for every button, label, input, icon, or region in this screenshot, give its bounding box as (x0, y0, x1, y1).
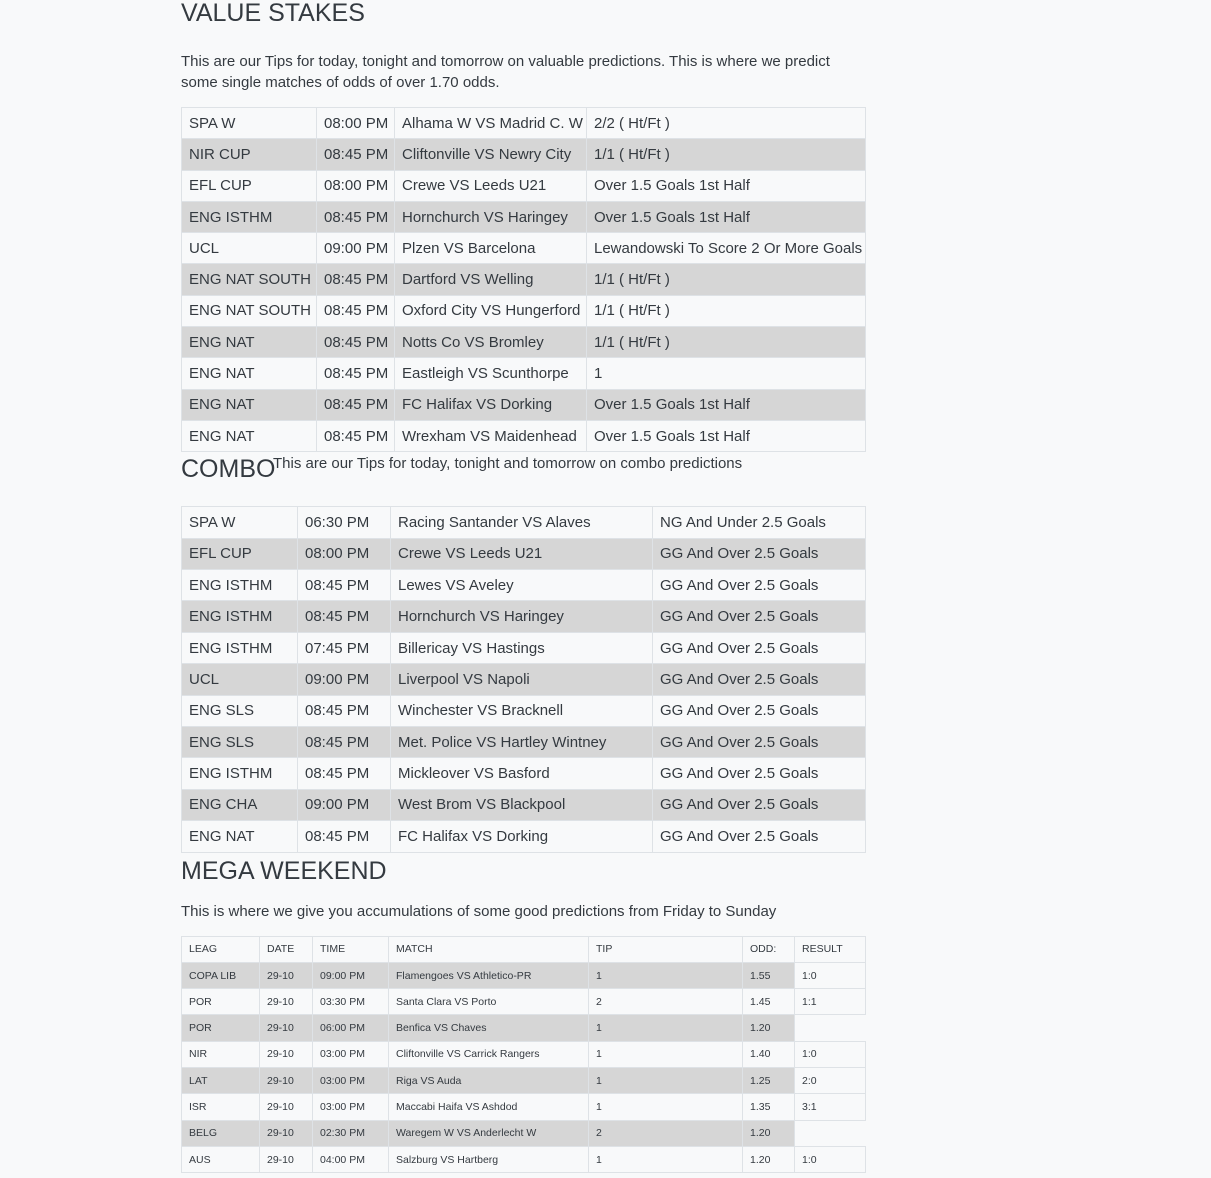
header-tip: TIP (589, 936, 743, 962)
time-cell: 03:30 PM (313, 989, 389, 1015)
odd-cell: 1.35 (743, 1094, 795, 1120)
match-cell: Crewe VS Leeds U21 (395, 170, 587, 201)
odd-cell: 1.20 (743, 1120, 795, 1146)
table-row (182, 1041, 866, 1067)
time-cell: 08:45 PM (298, 570, 391, 601)
tip-cell: GG And Over 2.5 Goals (653, 758, 866, 789)
time-cell: 09:00 PM (317, 233, 395, 264)
match-cell: Racing Santander VS Alaves (391, 507, 653, 538)
table-row (182, 420, 866, 451)
match-cell: Plzen VS Barcelona (395, 233, 587, 264)
match-cell: Eastleigh VS Scunthorpe (395, 358, 587, 389)
league-cell: LAT (182, 1068, 260, 1094)
league-cell: ENG SLS (182, 695, 298, 726)
table-row (182, 789, 866, 820)
time-cell: 08:00 PM (317, 170, 395, 201)
date-cell: 29-10 (260, 1068, 313, 1094)
league-cell: ENG NAT (182, 821, 298, 852)
match-cell: Met. Police VS Hartley Wintney (391, 727, 653, 758)
header-league: LEAG (182, 936, 260, 962)
match-cell: Notts Co VS Bromley (395, 327, 587, 358)
date-cell: 29-10 (260, 989, 313, 1015)
odd-cell: 1.55 (743, 962, 795, 988)
league-cell: ISR (182, 1094, 260, 1120)
league-cell: EFL CUP (182, 170, 317, 201)
match-cell: Waregem W VS Anderlecht W (389, 1120, 589, 1146)
tip-cell: GG And Over 2.5 Goals (653, 570, 866, 601)
date-cell: 29-10 (260, 1015, 313, 1041)
odd-cell: 1.20 (743, 1146, 795, 1172)
match-cell: Wrexham VS Maidenhead (395, 420, 587, 451)
table-row (182, 1068, 866, 1094)
tip-cell: 2 (589, 989, 743, 1015)
match-cell: Flamengoes VS Athletico-PR (389, 962, 589, 988)
date-cell: 29-10 (260, 962, 313, 988)
table-row (182, 1120, 866, 1146)
tip-cell: Over 1.5 Goals 1st Half (587, 389, 866, 420)
time-cell: 08:45 PM (317, 389, 395, 420)
tip-cell: GG And Over 2.5 Goals (653, 727, 866, 758)
tip-cell: 1 (589, 1041, 743, 1067)
table-row (182, 570, 866, 601)
tip-cell: Over 1.5 Goals 1st Half (587, 201, 866, 232)
league-cell: ENG NAT (182, 358, 317, 389)
value-stakes-title: VALUE STAKES (181, 0, 365, 27)
match-cell: Hornchurch VS Haringey (391, 601, 653, 632)
league-cell: COPA LIB (182, 962, 260, 988)
match-cell: Billericay VS Hastings (391, 632, 653, 663)
tip-cell: GG And Over 2.5 Goals (653, 664, 866, 695)
tip-cell: 1/1 ( Ht/Ft ) (587, 295, 866, 326)
odd-cell: 1.40 (743, 1041, 795, 1067)
tip-cell: 1/1 ( Ht/Ft ) (587, 139, 866, 170)
tip-cell: NG And Under 2.5 Goals (653, 507, 866, 538)
tip-cell: 2/2 ( Ht/Ft ) (587, 108, 866, 139)
league-cell: SPA W (182, 507, 298, 538)
time-cell: 03:00 PM (313, 1041, 389, 1067)
table-row (182, 664, 866, 695)
time-cell: 08:45 PM (298, 758, 391, 789)
header-result: RESULT (795, 936, 866, 962)
time-cell: 07:45 PM (298, 632, 391, 663)
date-cell: 29-10 (260, 1094, 313, 1120)
mega-weekend-title: MEGA WEEKEND (181, 856, 387, 885)
time-cell: 08:45 PM (298, 727, 391, 758)
tip-cell: GG And Over 2.5 Goals (653, 538, 866, 569)
time-cell: 08:45 PM (317, 358, 395, 389)
date-cell: 29-10 (260, 1041, 313, 1067)
match-cell: Cliftonville VS Carrick Rangers (389, 1041, 589, 1067)
header-date: DATE (260, 936, 313, 962)
league-cell: ENG NAT (182, 420, 317, 451)
league-cell: NIR (182, 1041, 260, 1067)
match-cell: Liverpool VS Napoli (391, 664, 653, 695)
table-row (182, 538, 866, 569)
time-cell: 08:45 PM (317, 420, 395, 451)
league-cell: ENG NAT (182, 327, 317, 358)
league-cell: UCL (182, 233, 317, 264)
result-cell-empty (795, 1120, 866, 1146)
time-cell: 08:45 PM (298, 695, 391, 726)
time-cell: 08:45 PM (317, 139, 395, 170)
match-cell: FC Halifax VS Dorking (391, 821, 653, 852)
match-cell: Cliftonville VS Newry City (395, 139, 587, 170)
table-row (182, 989, 866, 1015)
table-header-row (182, 936, 866, 962)
league-cell: ENG CHA (182, 789, 298, 820)
league-cell: BELG (182, 1120, 260, 1146)
result-cell: 1:0 (795, 1041, 866, 1067)
time-cell: 03:00 PM (313, 1068, 389, 1094)
table-row (182, 758, 866, 789)
match-cell: Oxford City VS Hungerford (395, 295, 587, 326)
time-cell: 06:00 PM (313, 1015, 389, 1041)
table-row (182, 295, 866, 326)
table-row (182, 601, 866, 632)
time-cell: 09:00 PM (313, 962, 389, 988)
tip-cell: Lewandowski To Score 2 Or More Goals (587, 233, 866, 264)
time-cell: 08:45 PM (298, 601, 391, 632)
table-row (182, 170, 866, 201)
table-row (182, 1094, 866, 1120)
table-row (182, 507, 866, 538)
match-cell: Hornchurch VS Haringey (395, 201, 587, 232)
table-row (182, 264, 866, 295)
tip-cell: 1 (589, 1094, 743, 1120)
tip-cell: GG And Over 2.5 Goals (653, 789, 866, 820)
match-cell: Santa Clara VS Porto (389, 989, 589, 1015)
mega-weekend-table (181, 936, 866, 1174)
league-cell: POR (182, 1015, 260, 1041)
league-cell: ENG ISTHM (182, 570, 298, 601)
tip-cell: 1 (589, 1068, 743, 1094)
odd-cell: 1.20 (743, 1015, 795, 1041)
table-row (182, 962, 866, 988)
match-cell: Dartford VS Welling (395, 264, 587, 295)
result-cell: 1:1 (795, 989, 866, 1015)
tip-cell: 1 (589, 1146, 743, 1172)
result-cell-empty (795, 1015, 866, 1041)
league-cell: ENG ISTHM (182, 601, 298, 632)
combo-title: COMBO (181, 455, 276, 484)
match-cell: Mickleover VS Basford (391, 758, 653, 789)
time-cell: 08:45 PM (317, 327, 395, 358)
league-cell: EFL CUP (182, 538, 298, 569)
table-row (182, 821, 866, 852)
match-cell: Benfica VS Chaves (389, 1015, 589, 1041)
tip-cell: GG And Over 2.5 Goals (653, 632, 866, 663)
table-row (182, 1146, 866, 1172)
time-cell: 08:45 PM (317, 201, 395, 232)
tip-cell: 1/1 ( Ht/Ft ) (587, 264, 866, 295)
content-column (181, 0, 865, 1173)
league-cell: POR (182, 989, 260, 1015)
date-cell: 29-10 (260, 1120, 313, 1146)
table-row (182, 632, 866, 663)
tip-cell: Over 1.5 Goals 1st Half (587, 170, 866, 201)
match-cell: Alhama W VS Madrid C. W (395, 108, 587, 139)
time-cell: 09:00 PM (298, 789, 391, 820)
match-cell: Winchester VS Bracknell (391, 695, 653, 726)
tip-cell: GG And Over 2.5 Goals (653, 601, 866, 632)
combo-intro: This are our Tips for today, tonight and tomorrow on combo predictions (273, 455, 743, 473)
time-cell: 02:30 PM (313, 1120, 389, 1146)
league-cell: ENG ISTHM (182, 201, 317, 232)
tip-cell: 1 (589, 1015, 743, 1041)
match-cell: Crewe VS Leeds U21 (391, 538, 653, 569)
combo-header (181, 452, 865, 492)
time-cell: 09:00 PM (298, 664, 391, 695)
combo-table (181, 506, 866, 852)
match-cell: FC Halifax VS Dorking (395, 389, 587, 420)
value-stakes-table (181, 107, 866, 452)
result-cell: 1:0 (795, 1146, 866, 1172)
date-cell: 29-10 (260, 1146, 313, 1172)
time-cell: 06:30 PM (298, 507, 391, 538)
time-cell: 08:45 PM (317, 264, 395, 295)
time-cell: 04:00 PM (313, 1146, 389, 1172)
table-row (182, 727, 866, 758)
table-row (182, 233, 866, 264)
time-cell: 08:45 PM (317, 295, 395, 326)
mega-weekend-intro: This is where we give you accumulations of some good predictions from Friday to Sunday (181, 902, 777, 920)
tip-cell: GG And Over 2.5 Goals (653, 821, 866, 852)
time-cell: 08:00 PM (317, 108, 395, 139)
table-row (182, 201, 866, 232)
result-cell: 3:1 (795, 1094, 866, 1120)
header-odd: ODD: (743, 936, 795, 962)
odd-cell: 1.45 (743, 989, 795, 1015)
time-cell: 08:45 PM (298, 821, 391, 852)
time-cell: 08:00 PM (298, 538, 391, 569)
tip-cell: 2 (589, 1120, 743, 1146)
league-cell: ENG NAT SOUTH (182, 295, 317, 326)
league-cell: UCL (182, 664, 298, 695)
league-cell: ENG SLS (182, 727, 298, 758)
header-match: MATCH (389, 936, 589, 962)
table-row (182, 358, 866, 389)
match-cell: West Brom VS Blackpool (391, 789, 653, 820)
tip-cell: Over 1.5 Goals 1st Half (587, 420, 866, 451)
league-cell: AUS (182, 1146, 260, 1172)
league-cell: ENG ISTHM (182, 632, 298, 663)
table-row (182, 327, 866, 358)
table-row (182, 389, 866, 420)
match-cell: Maccabi Haifa VS Ashdod (389, 1094, 589, 1120)
league-cell: ENG ISTHM (182, 758, 298, 789)
table-row (182, 139, 866, 170)
match-cell: Lewes VS Aveley (391, 570, 653, 601)
result-cell: 1:0 (795, 962, 866, 988)
table-row (182, 108, 866, 139)
odd-cell: 1.25 (743, 1068, 795, 1094)
table-row (182, 695, 866, 726)
header-time: TIME (313, 936, 389, 962)
match-cell: Salzburg VS Hartberg (389, 1146, 589, 1172)
table-row (182, 1015, 866, 1041)
time-cell: 03:00 PM (313, 1094, 389, 1120)
tip-cell: 1 (587, 358, 866, 389)
tip-cell: GG And Over 2.5 Goals (653, 695, 866, 726)
league-cell: ENG NAT SOUTH (182, 264, 317, 295)
match-cell: Riga VS Auda (389, 1068, 589, 1094)
result-cell: 2:0 (795, 1068, 866, 1094)
league-cell: ENG NAT (182, 389, 317, 420)
league-cell: NIR CUP (182, 139, 317, 170)
value-stakes-intro: This are our Tips for today, tonight and tomorrow on valuable predictions. This is where we predict some single matches of odds of over 1.70 odds. (181, 53, 830, 91)
tip-cell: 1 (589, 962, 743, 988)
tip-cell: 1/1 ( Ht/Ft ) (587, 327, 866, 358)
league-cell: SPA W (182, 108, 317, 139)
